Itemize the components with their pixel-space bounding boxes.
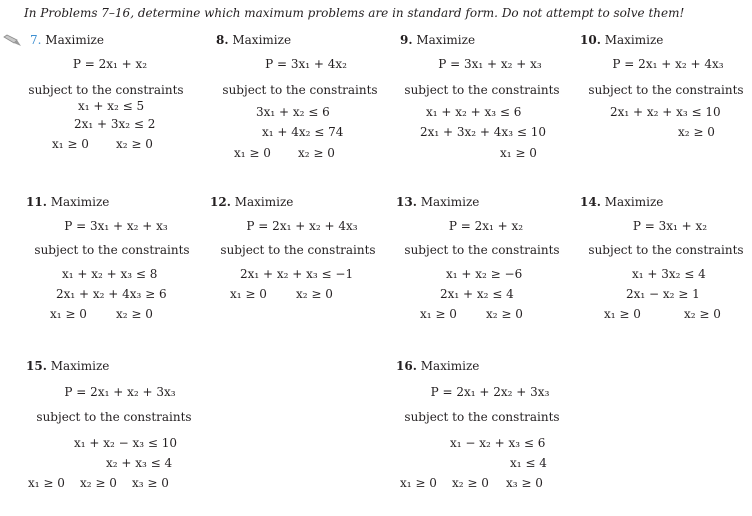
constraint: x₂ ≥ 0 <box>298 146 335 160</box>
problem-header <box>400 33 475 47</box>
problem-number: 16. <box>396 359 417 373</box>
objective-function: P = 2x₁ + x₂ <box>448 219 524 233</box>
constraint: x₁ ≥ 0 <box>28 476 65 490</box>
problem-number: 11. <box>26 195 47 209</box>
problem-7 <box>30 33 214 163</box>
problem-15 <box>26 359 210 499</box>
maximize-label: Maximize <box>234 195 294 209</box>
objective-function: P = 3x₁ + x₂ + x₃ <box>64 219 168 233</box>
constraint: x₂ ≥ 0 <box>684 307 721 321</box>
constraint: x₁ + x₂ − x₃ ≤ 10 <box>74 436 178 450</box>
maximize-label: Maximize <box>416 33 476 47</box>
problem-9 <box>400 33 584 163</box>
constraint: x₁ + x₂ + x₃ ≤ 6 <box>426 105 522 119</box>
problem-number: 8. <box>216 33 229 47</box>
constraints-label: subject to the constraints <box>36 410 192 424</box>
constraint: x₁ ≥ 0 <box>500 146 537 160</box>
problem-11 <box>26 195 210 325</box>
problem-8 <box>216 33 400 163</box>
pencil-icon <box>2 34 24 48</box>
objective-function: P = 2x₁ + x₂ <box>72 57 148 71</box>
constraint: x₁ ≥ 0 <box>420 307 457 321</box>
constraints-label: subject to the constraints <box>404 243 560 257</box>
maximize-label: Maximize <box>420 195 480 209</box>
problem-number: 13. <box>396 195 417 209</box>
maximize-label: Maximize <box>604 33 664 47</box>
constraint: x₁ ≥ 0 <box>400 476 437 490</box>
problem-header <box>210 195 293 209</box>
constraint: x₂ ≥ 0 <box>116 307 153 321</box>
constraint: x₁ ≥ 0 <box>234 146 271 160</box>
objective-function: P = 2x₁ + x₂ + 3x₃ <box>64 385 176 399</box>
problem-number: 14. <box>580 195 601 209</box>
constraint: 2x₁ + x₂ + x₃ ≤ 10 <box>610 105 721 119</box>
problem-10 <box>580 33 752 163</box>
constraint: x₁ + x₂ ≥ −6 <box>446 267 523 281</box>
problem-header <box>580 33 663 47</box>
problem-number: 12. <box>210 195 231 209</box>
problem-header <box>396 195 479 209</box>
problem-header <box>30 33 104 47</box>
problem-number: 15. <box>26 359 47 373</box>
constraint: 3x₁ + x₂ ≤ 6 <box>256 105 330 119</box>
maximize-label: Maximize <box>45 33 104 47</box>
constraints-label: subject to the constraints <box>28 83 184 97</box>
constraint: x₁ + 4x₂ ≤ 74 <box>262 125 344 139</box>
problem-number: 7. <box>30 33 42 47</box>
maximize-label: Maximize <box>604 195 664 209</box>
maximize-label: Maximize <box>420 359 480 373</box>
problem-number: 9. <box>400 33 413 47</box>
objective-function: P = 2x₁ + x₂ + 4x₃ <box>612 57 724 71</box>
problem-13 <box>396 195 580 325</box>
maximize-label: Maximize <box>232 33 292 47</box>
constraint: x₂ + x₃ ≤ 4 <box>106 456 173 470</box>
constraint: x₁ ≥ 0 <box>52 137 89 151</box>
constraint: x₁ − x₂ + x₃ ≤ 6 <box>450 436 546 450</box>
objective-function: P = 3x₁ + x₂ <box>632 219 708 233</box>
constraint: x₁ ≥ 0 <box>604 307 641 321</box>
constraint: x₂ ≥ 0 <box>116 137 153 151</box>
constraints-label: subject to the constraints <box>222 83 378 97</box>
constraint: 2x₁ + x₂ + x₃ ≤ −1 <box>240 267 354 281</box>
objective-function: P = 3x₁ + 4x₂ <box>265 57 347 71</box>
problem-header <box>396 359 479 373</box>
constraint: x₁ + 3x₂ ≤ 4 <box>632 267 706 281</box>
constraints-label: subject to the constraints <box>588 83 744 97</box>
problem-number: 10. <box>580 33 601 47</box>
problem-header <box>580 195 663 209</box>
constraint: x₁ ≥ 0 <box>50 307 87 321</box>
instructions: In Problems 7–16, determine which maximum problems are in standard form. Do not attempt to solve them! <box>24 6 685 20</box>
constraints-label: subject to the constraints <box>34 243 190 257</box>
constraints-label: subject to the constraints <box>404 410 560 424</box>
problem-12 <box>210 195 394 325</box>
maximize-label: Maximize <box>50 359 110 373</box>
problem-header <box>216 33 291 47</box>
constraint: x₂ ≥ 0 <box>452 476 489 490</box>
constraints-label: subject to the constraints <box>588 243 744 257</box>
problem-16 <box>396 359 580 499</box>
constraint: x₁ ≤ 4 <box>510 456 547 470</box>
constraint: x₃ ≥ 0 <box>506 476 543 490</box>
constraint: 2x₁ + x₂ + 4x₃ ≥ 6 <box>56 287 167 301</box>
constraints-label: subject to the constraints <box>220 243 376 257</box>
constraint: x₁ + x₂ ≤ 5 <box>78 99 145 113</box>
constraint: x₂ ≥ 0 <box>678 125 715 139</box>
constraint: x₁ + x₂ + x₃ ≤ 8 <box>62 267 158 281</box>
constraint: 2x₁ − x₂ ≥ 1 <box>626 287 700 301</box>
constraint: x₂ ≥ 0 <box>80 476 117 490</box>
objective-function: P = 3x₁ + x₂ + x₃ <box>438 57 542 71</box>
constraint: x₃ ≥ 0 <box>132 476 169 490</box>
objective-function: P = 2x₁ + 2x₂ + 3x₃ <box>430 385 550 399</box>
problem-header <box>26 359 109 373</box>
problem-header <box>26 195 109 209</box>
constraint: 2x₁ + 3x₂ ≤ 2 <box>74 117 156 131</box>
constraint: x₂ ≥ 0 <box>486 307 523 321</box>
maximize-label: Maximize <box>50 195 110 209</box>
constraint: x₂ ≥ 0 <box>296 287 333 301</box>
constraints-label: subject to the constraints <box>404 83 560 97</box>
constraint: x₁ ≥ 0 <box>230 287 267 301</box>
objective-function: P = 2x₁ + x₂ + 4x₃ <box>246 219 358 233</box>
constraint: 2x₁ + x₂ ≤ 4 <box>440 287 514 301</box>
problem-14 <box>580 195 752 325</box>
constraint: 2x₁ + 3x₂ + 4x₃ ≤ 10 <box>420 125 546 139</box>
